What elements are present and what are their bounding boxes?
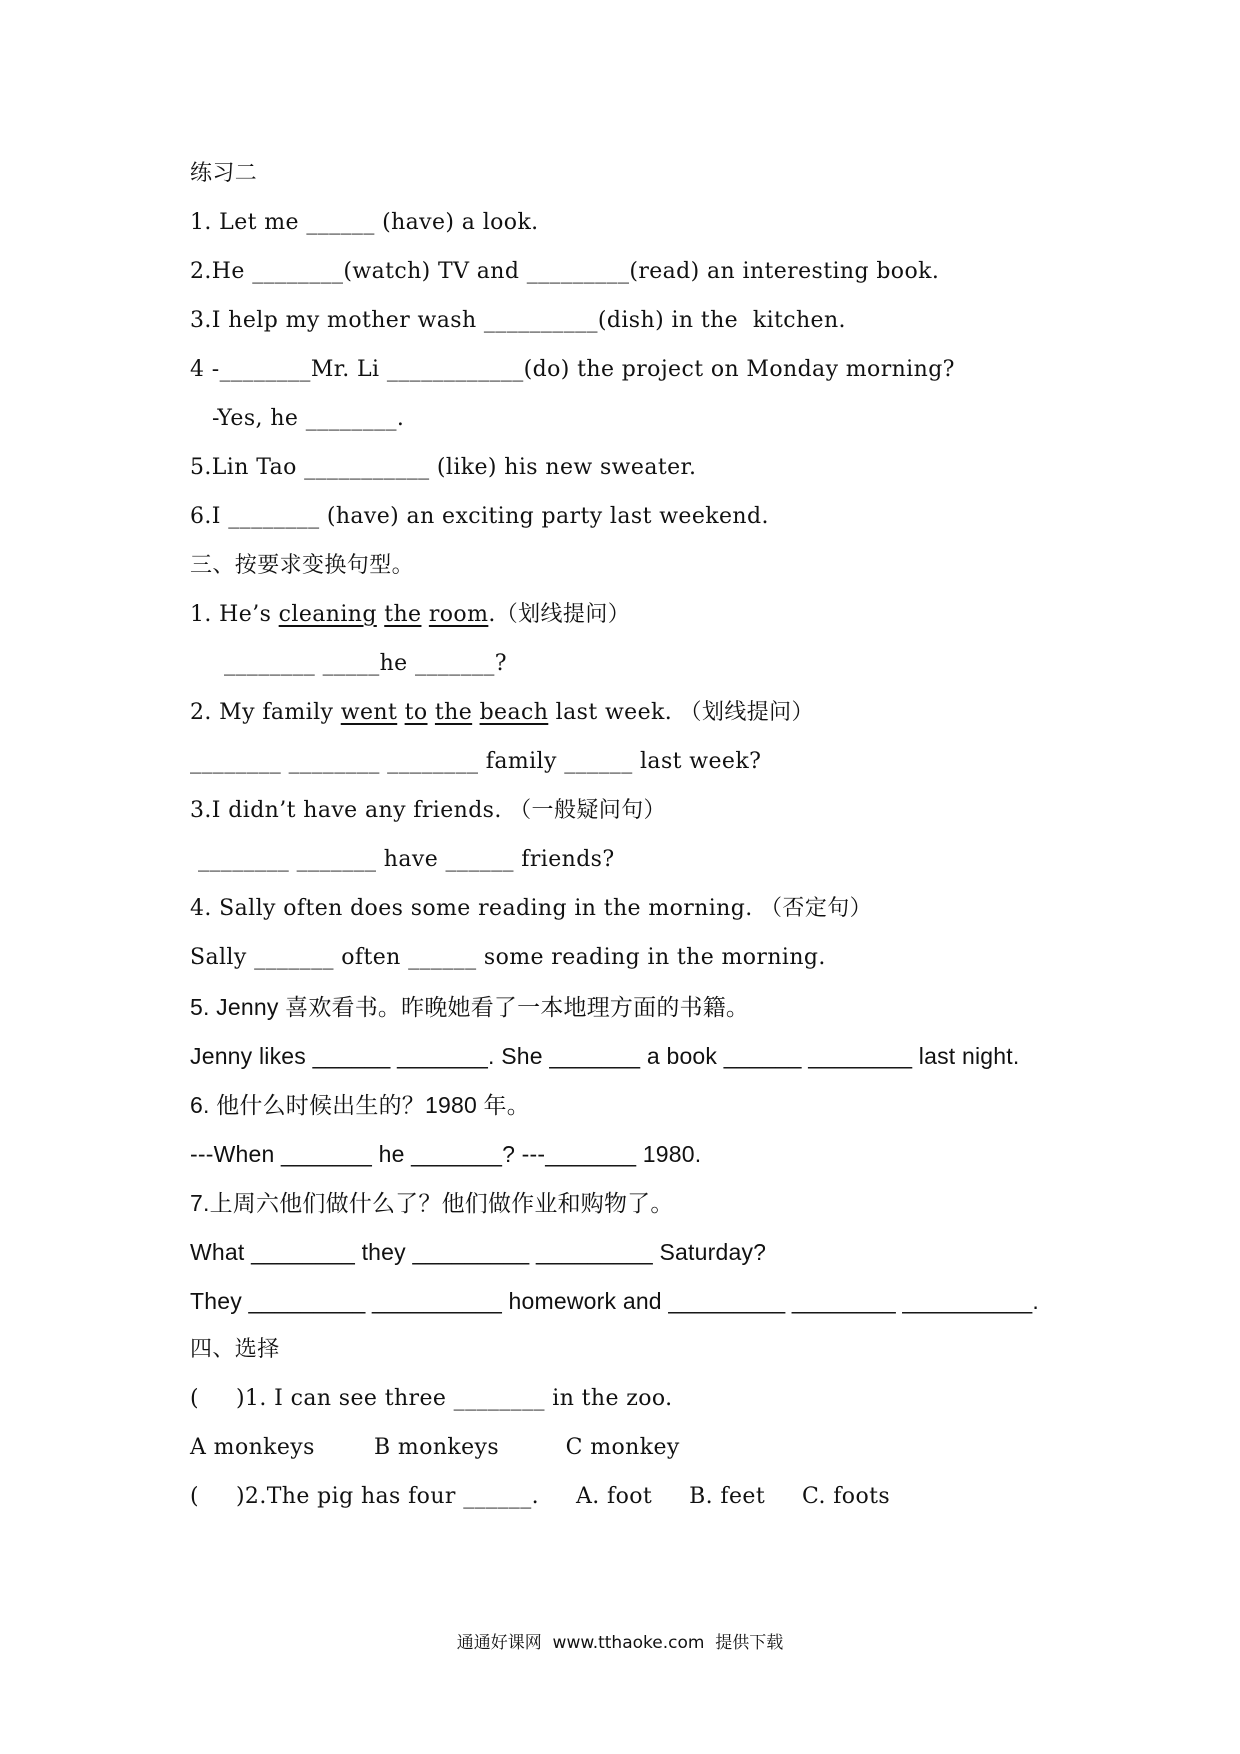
- choice-question-1: ( )1. I can see three ________ in the zoo.: [190, 1386, 673, 1411]
- transform-question-3: 3.I didn’t have any friends. （一般疑问句）: [190, 798, 666, 823]
- exercise-two-question-2: 2.He ________(watch) TV and _________(read) an interesting book.: [190, 259, 940, 284]
- transform-question-1-answer: ________ _____he _______?: [224, 651, 507, 676]
- transform-question-1: [190, 598, 630, 632]
- choice-question-2: ( )2.The pig has four ______. A. foot B. feet C. foots: [190, 1484, 891, 1509]
- underlined-word: beach: [479, 700, 549, 725]
- underlined-word: the: [384, 602, 422, 627]
- transform-question-5-answer: Jenny likes ______ _______. She _______ a book ______ ________ last night.: [190, 1043, 1020, 1069]
- underlined-word: went: [340, 700, 398, 725]
- transform-question-7-answer-2: They _________ __________ homework and _________ ________ __________.: [190, 1288, 1039, 1314]
- underlined-word: room: [428, 602, 489, 627]
- transform-question-2: [190, 696, 814, 730]
- exercise-two-question-5: 5.Lin Tao ___________ (like) his new sweater.: [190, 455, 697, 480]
- section-heading-four: 四、选择: [190, 1337, 280, 1362]
- transform-q2-suffix: last week. （划线提问）: [548, 700, 814, 725]
- transform-question-6: 6. 他什么时候出生的？1980 年。: [190, 1092, 530, 1118]
- transform-question-2-answer: ________ ________ ________ family ______ last week?: [190, 749, 762, 774]
- transform-q2-prefix: 2. My family: [190, 700, 341, 725]
- transform-question-4-answer: Sally _______ often ______ some reading in the morning.: [190, 945, 826, 970]
- section-heading-three: 三、按要求变换句型。: [190, 553, 415, 578]
- exercise-two-question-4: 4 -________Mr. Li ____________(do) the project on Monday morning?: [190, 357, 955, 382]
- transform-q1-prefix: 1. He’s: [190, 602, 279, 627]
- transform-question-7-answer-1: What ________ they _________ _________ Saturday?: [190, 1239, 767, 1265]
- exercise-two-question-4-answer: -Yes, he ________.: [212, 406, 405, 431]
- exercise-two-question-6: 6.I ________ (have) an exciting party last weekend.: [190, 504, 769, 529]
- underlined-word: cleaning: [278, 602, 377, 627]
- transform-question-3-answer: ________ _______ have ______ friends?: [198, 847, 615, 872]
- section-heading-exercise-two: 练习二: [190, 161, 258, 186]
- page-footer: 通通好课网 www.tthaoke.com 提供下载: [456, 1633, 784, 1653]
- transform-question-4: 4. Sally often does some reading in the morning. （否定句）: [190, 896, 873, 921]
- transform-q1-suffix: .（划线提问）: [488, 602, 631, 627]
- exercise-two-question-3: 3.I help my mother wash __________(dish) in the kitchen.: [190, 308, 846, 333]
- choice-question-1-options: A monkeys B monkeys C monkey: [190, 1435, 680, 1460]
- transform-question-5: 5. Jenny 喜欢看书。昨晚她看了一本地理方面的书籍。: [190, 994, 750, 1020]
- underlined-word: to: [404, 700, 428, 725]
- transform-question-7: 7.上周六他们做什么了？他们做作业和购物了。: [190, 1190, 674, 1216]
- underlined-word: the: [434, 700, 473, 725]
- exercise-two-question-1: 1. Let me ______ (have) a look.: [190, 210, 539, 235]
- transform-question-6-answer: ---When _______ he _______? ---_______ 1980.: [190, 1141, 702, 1167]
